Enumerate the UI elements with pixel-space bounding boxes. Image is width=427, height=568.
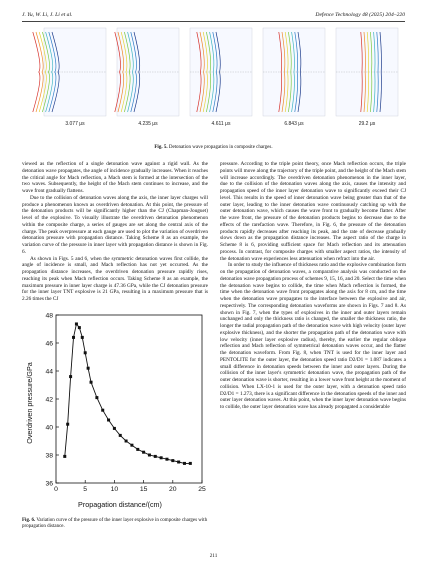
- header-rule: [22, 21, 405, 22]
- contour-panel: [263, 28, 325, 127]
- data-point-marker: [101, 409, 104, 412]
- y-tick-label: 44: [45, 368, 53, 376]
- data-point-marker: [130, 444, 133, 447]
- data-point-marker: [136, 448, 139, 451]
- figure-6-chart: [22, 307, 208, 513]
- data-point-marker: [154, 455, 157, 458]
- data-point-marker: [84, 351, 87, 354]
- data-point-marker: [113, 427, 116, 430]
- x-tick-label: 0: [54, 486, 58, 493]
- contour-panel: [190, 28, 252, 127]
- data-point-marker: [119, 434, 122, 437]
- data-point-marker: [107, 419, 110, 422]
- header-authors: J. Yu, W. Li, J. Li et al.: [22, 12, 73, 18]
- contour-panel: [336, 28, 398, 127]
- x-tick-label: 5: [83, 486, 88, 493]
- wave-contour: [33, 32, 40, 112]
- figure-5-caption-text: Detonation wave propagation in composite charges.: [168, 145, 273, 150]
- data-point-marker: [69, 375, 72, 378]
- panel-time-label: 29.2 μs: [358, 121, 376, 127]
- right-paragraph-1: pressure. According to the triple point theory, once Mach reflection occurs, the triple points will move along the trajectory of the triple point, and the height of the Mach stem will increase accordingly. The overdriven detonation phenomenon in the inner layer, due to the collision of the detonation waves along the axis, causes the intensity and propagation speed of the inner layer detonation wave to significantly exceed their CJ level. This results in the speed of inner detonation wave being greater than that of the outer layer, leading to the inner detonation wave continuously catching up with the outer detonation wave, which causes the wave front to gradually become flatter. After the wave front, the pressure of the detonation products begins to decrease due to the effects of the rarefaction wave. Therefore, in Fig. 6, the pressure of the detonation products rapidly decreases after reaching its peak, and the rate of decrease gradually slows down as the propagation distance increases. The aspect ratio of the charge in Scheme 8 is 6, providing sufficient space for Mach reflection and its attenuation process. In contrast, for composite charges with smaller aspect ratios, the intensity of the detonation wave experiences less attenuation when refract into the air.: [220, 161, 406, 262]
- data-point-marker: [142, 451, 145, 454]
- figure-6-label: Fig. 6.: [22, 518, 36, 523]
- figure-5-caption: [0, 145, 427, 151]
- y-tick-label: 48: [45, 312, 53, 320]
- data-point-marker: [66, 423, 69, 426]
- panel-time-label: 6.843 μs: [284, 121, 304, 127]
- x-tick-label: 10: [110, 486, 119, 493]
- y-tick-label: 46: [45, 340, 53, 348]
- plot-frame: [56, 315, 202, 483]
- panel-time-label: 4.235 μs: [138, 121, 158, 127]
- data-point-marker: [72, 336, 75, 339]
- data-point-marker: [90, 381, 93, 384]
- data-point-marker: [81, 336, 84, 339]
- y-tick-label: 36: [45, 480, 53, 488]
- chart-x-axis-label: Propagation distance/(cm): [78, 500, 162, 509]
- chart-y-axis-label: Overdriven pressure/GPa: [25, 362, 34, 444]
- y-tick-label: 42: [45, 396, 53, 404]
- y-tick-label: 38: [45, 452, 53, 460]
- page-number: 211: [209, 553, 218, 559]
- figure-6-chart-container: [22, 307, 208, 513]
- header-journal: Defence Technology 48 (2025) 204–220: [315, 12, 405, 18]
- right-column-text: [220, 161, 406, 551]
- left-paragraph-1: viewed as the reflection of a single detonation wave against a rigid wall. As the detonation wave propagates, the angle of incidence gradually increases. When it reaches the critical angle for Mach reflection, a Mach stem is formed at the intersection of the two waves. Subsequently, the height of the Mach stem continues to increase, and the wave front gradually flattens.: [22, 161, 208, 194]
- x-tick-label: 15: [139, 486, 148, 493]
- y-tick-label: 40: [45, 424, 53, 432]
- data-point-marker: [171, 459, 174, 462]
- panel-time-label: 3.077 μs: [65, 121, 85, 127]
- data-point-marker: [165, 458, 168, 461]
- figure-6-caption-text: Variation curve of the pressure of the inner layer explosive in composite charges with propagation distance.: [22, 518, 208, 530]
- left-paragraph-3: As shown in Figs. 5 and 6, when the symmetric detonation waves first collide, the angle of incidence is small, and Mach reflection has not yet occurred. As the propagation distance increases, the overdriven detonation pressure rapidly rises, reaching its peak when Mach reflection occurs. Taking Scheme 8 as an example, the maximum pressure in inner layer charge is 47.36 GPa, while the CJ detonation pressure for the inner layer TNT explosive is 21 GPa, resulting in a maximum pressure that is 2.26 times the CJ: [22, 255, 208, 302]
- right-paragraph-2: In order to study the influence of thickness ratio and the explosive combination form on the propagation of detonation waves, a comparative analysis was conducted on the detonation wave propagation process of schemes 9, 15, 16, and 20. Select the time when the detonation wave begins to collide, the time when Mach reflection is formed, the time when the detonation wave front propagates along the axis for 8 cm, and the time when the detonation wave propagates to the interface between the explosive and air, respectively. The corresponding detonation waveforms are shown in Figs. 7 and 8. As shown in Fig. 7, when the types of explosives in the inner and outer layers remain unchanged and only the thickness ratio is changed, the smaller the thickness ratio, the longer the radial propagation path of the detonation wave with high velocity (outer layer explosive thickness), and the shorter the propagation path of the detonation wave with low velocity (inner layer explosive radius), thereby, the earlier the regular oblique reflection and Mach reflection of symmetrical detonation waves occur, and the flatter the detonation waveform. From Fig. 8, when TNT is used for the inner layer and PENTOLITE for the outer layer, the detonation speed ratio D2/D1 = 1.087 indicates a small difference in detonation speeds between the inner and outer layers. During the collision of the inner layer's symmetric detonation wave, the propagation path of the outer detonation wave is shorter, resulting in a lower wave front height at the moment of collision. When LX-10-1 is used for the outer layer, with a detonation speed ratio D2/D1 = 1.273, there is a significant difference in the detonation speeds of the inner and outer layer detonation waves. At this point, when the inner layer detonation wave begins to collide, the outer layer detonation wave has already propagated a considerable: [220, 262, 407, 410]
- data-point-marker: [63, 455, 66, 458]
- data-point-marker: [160, 456, 163, 459]
- figure-5-label: Fig. 5.: [154, 145, 168, 150]
- data-point-marker: [95, 396, 98, 399]
- data-point-marker: [148, 454, 151, 457]
- data-point-marker: [78, 326, 81, 329]
- data-point-marker: [177, 461, 180, 464]
- data-point-marker: [87, 367, 90, 370]
- wave-contour: [36, 32, 43, 112]
- contour-panel: [33, 28, 106, 127]
- contour-panel: [115, 28, 179, 127]
- data-point-marker: [183, 462, 186, 465]
- figure-6-caption: [22, 518, 208, 530]
- panel-time-label: 4.611 μs: [211, 121, 231, 127]
- data-point-marker: [125, 440, 128, 443]
- left-column-text: [22, 161, 208, 302]
- x-tick-label: 20: [169, 486, 177, 493]
- data-point-marker: [75, 322, 78, 325]
- left-paragraph-2: Due to the collision of detonation waves along the axis, the inner layer charges will produce a phenomenon known as overdriven detonation. At this point, the pressure of the detonation products will be significantly higher than the CJ (Chapman-Jouguet) level of the explosive. To visually illustrate the overdriven detonation phenomenon within the composite charge, a series of gauges are set along the central axis of the charge. The peak overpressure at each gauge are used to plot the variation of overdriven detonation pressure with propagation distance. Taking Scheme 8 as an example, the variation curve of the pressure in inner layer with propagation distance is shown in Fig. 6.: [22, 194, 208, 255]
- x-tick-label: 25: [198, 486, 206, 493]
- figure-5-contour-panels: [22, 24, 405, 136]
- data-point-marker: [189, 462, 192, 465]
